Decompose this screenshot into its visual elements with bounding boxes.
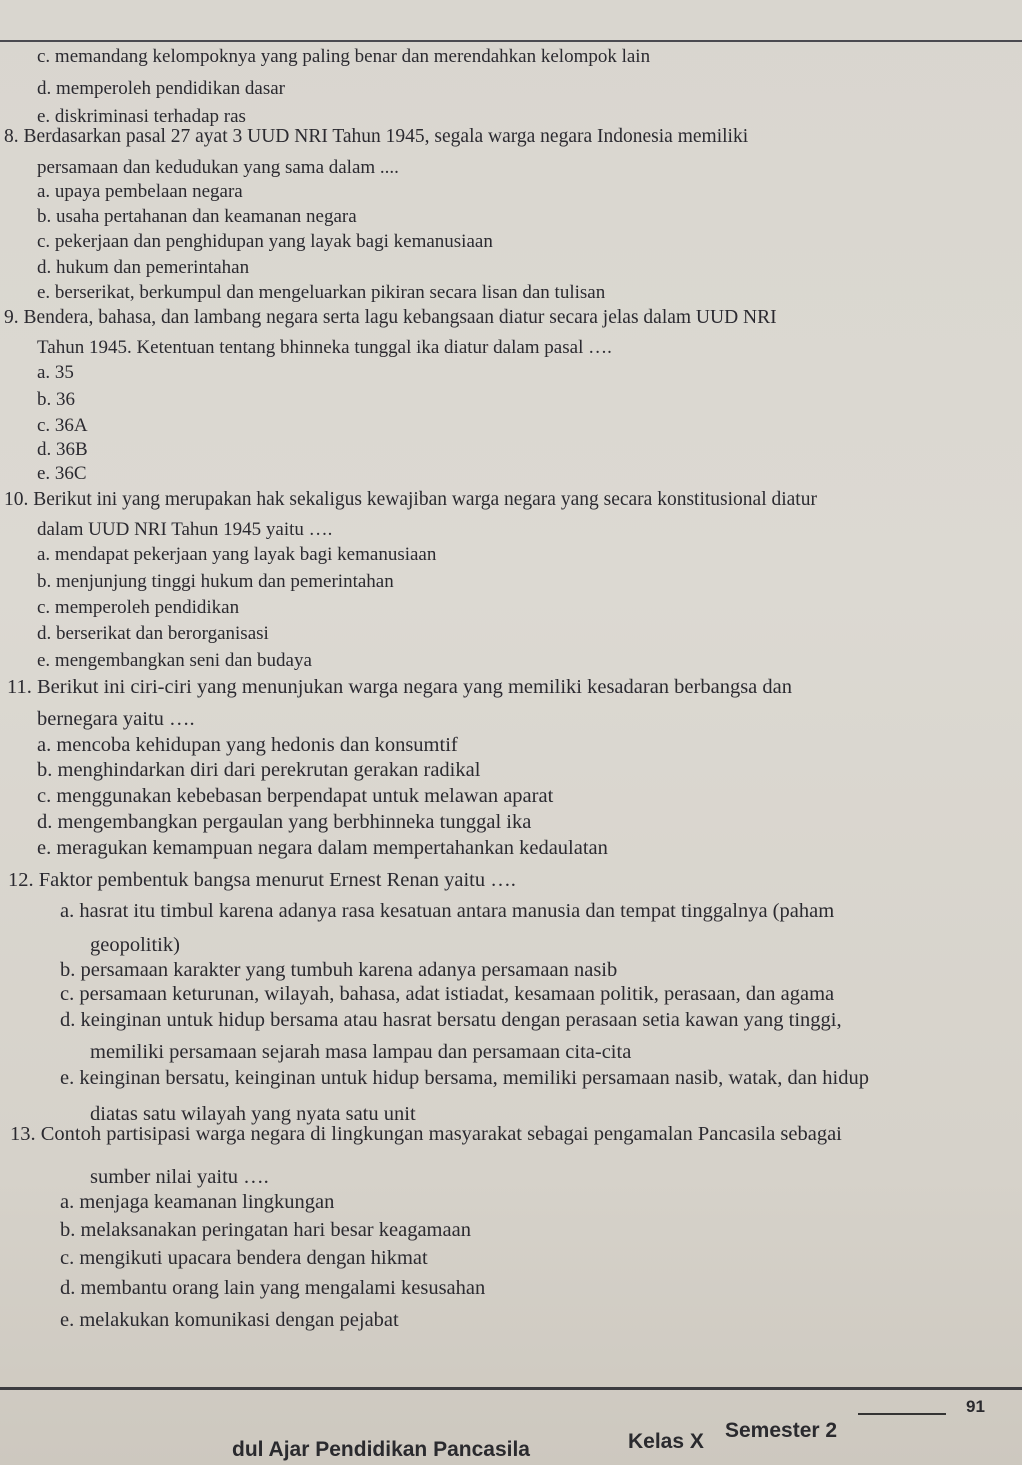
footer-book-title: dul Ajar Pendidikan Pancasila — [232, 1438, 530, 1461]
q12-option-a: a. hasrat itu timbul karena adanya rasa kesatuan antara manusia dan tempat tinggalnya (paham — [60, 900, 835, 922]
question-11-cont: bernegara yaitu …. — [37, 708, 195, 730]
q8-option-c: c. pekerjaan dan penghidupan yang layak bagi kemanusiaan — [37, 231, 493, 252]
q11-option-c: c. menggunakan kebebasan berpendapat untuk melawan aparat — [37, 785, 554, 807]
question-8: 8. Berdasarkan pasal 27 ayat 3 UUD NRI Tahun 1945, segala warga negara Indonesia memiliki — [4, 126, 749, 147]
q8-option-e: e. berserikat, berkumpul dan mengeluarkan pikiran secara lisan dan tulisan — [37, 282, 606, 303]
question-11: 11. Berikut ini ciri-ciri yang menunjukan warga negara yang memiliki kesadaran berbangsa dan — [7, 676, 792, 698]
q12-option-d: d. keinginan untuk hidup bersama atau hasrat bersatu dengan perasaan setia kawan yang tinggi, — [60, 1009, 842, 1031]
q12-option-a-cont: geopolitik) — [90, 934, 180, 956]
q12-option-e-cont: diatas satu wilayah yang nyata satu unit — [90, 1103, 416, 1125]
q8-option-d: d. hukum dan pemerintahan — [37, 257, 250, 278]
q11-option-d: d. mengembangkan pergaulan yang berbhinneka tunggal ika — [37, 811, 532, 833]
footer-rule — [0, 1387, 1022, 1390]
q10-option-a: a. mendapat pekerjaan yang layak bagi kemanusiaan — [37, 544, 437, 565]
q8-option-a: a. upaya pembelaan negara — [37, 181, 243, 202]
question-10-cont: dalam UUD NRI Tahun 1945 yaitu …. — [37, 519, 333, 540]
q13-option-c: c. mengikuti upacara bendera dengan hikmat — [60, 1247, 428, 1269]
footer-class: Kelas X — [628, 1430, 704, 1453]
question-8-cont: persamaan dan kedudukan yang sama dalam .... — [37, 157, 399, 178]
question-9: 9. Bendera, bahasa, dan lambang negara serta lagu kebangsaan diatur secara jelas dalam UUD NRI — [4, 307, 777, 328]
prev-option-d: d. memperoleh pendidikan dasar — [37, 78, 285, 99]
question-10: 10. Berikut ini yang merupakan hak sekaligus kewajiban warga negara yang secara konstitusional diatur — [4, 489, 817, 510]
q12-option-e: e. keinginan bersatu, keinginan untuk hidup bersama, memiliki persamaan nasib, watak, dan hidup — [60, 1067, 869, 1089]
q9-option-c: c. 36A — [37, 415, 88, 436]
q9-option-b: b. 36 — [37, 389, 75, 410]
q8-option-b: b. usaha pertahanan dan keamanan negara — [37, 206, 357, 227]
footer-semester: Semester 2 — [725, 1419, 838, 1442]
q13-option-d: d. membantu orang lain yang mengalami kesusahan — [60, 1277, 486, 1299]
page-number-rule — [858, 1413, 946, 1415]
q9-option-d: d. 36B — [37, 439, 88, 460]
page-number: 91 — [966, 1397, 985, 1416]
q12-option-d-cont: memiliki persamaan sejarah masa lampau dan persamaan cita-cita — [90, 1041, 632, 1063]
q13-option-e: e. melakukan komunikasi dengan pejabat — [60, 1309, 399, 1331]
q10-option-d: d. berserikat dan berorganisasi — [37, 623, 269, 644]
q11-option-a: a. mencoba kehidupan yang hedonis dan konsumtif — [37, 734, 458, 756]
q13-option-a: a. menjaga keamanan lingkungan — [60, 1191, 335, 1213]
q12-option-b: b. persamaan karakter yang tumbuh karena adanya persamaan nasib — [60, 959, 618, 981]
question-12: 12. Faktor pembentuk bangsa menurut Ernest Renan yaitu …. — [8, 869, 516, 891]
q12-option-c: c. persamaan keturunan, wilayah, bahasa, adat istiadat, kesamaan politik, perasaan, dan agama — [60, 983, 835, 1005]
prev-option-c: c. memandang kelompoknya yang paling benar dan merendahkan kelompok lain — [37, 46, 651, 67]
q11-option-e: e. meragukan kemampuan negara dalam mempertahankan kedaulatan — [37, 837, 608, 859]
question-13-cont: sumber nilai yaitu …. — [90, 1166, 269, 1188]
q11-option-b: b. menghindarkan diri dari perekrutan gerakan radikal — [37, 759, 481, 781]
question-9-cont: Tahun 1945. Ketentuan tentang bhinneka tunggal ika diatur dalam pasal …. — [37, 337, 612, 358]
q9-option-a: a. 35 — [37, 362, 74, 383]
q10-option-c: c. memperoleh pendidikan — [37, 597, 240, 618]
q9-option-e: e. 36C — [37, 463, 87, 484]
q10-option-e: e. mengembangkan seni dan budaya — [37, 650, 312, 671]
q10-option-b: b. menjunjung tinggi hukum dan pemerintahan — [37, 571, 394, 592]
q13-option-b: b. melaksanakan peringatan hari besar keagamaan — [60, 1219, 471, 1241]
question-13: 13. Contoh partisipasi warga negara di lingkungan masyarakat sebagai pengamalan Pancasila sebagai — [10, 1123, 842, 1145]
prev-option-e: e. diskriminasi terhadap ras — [37, 106, 246, 127]
